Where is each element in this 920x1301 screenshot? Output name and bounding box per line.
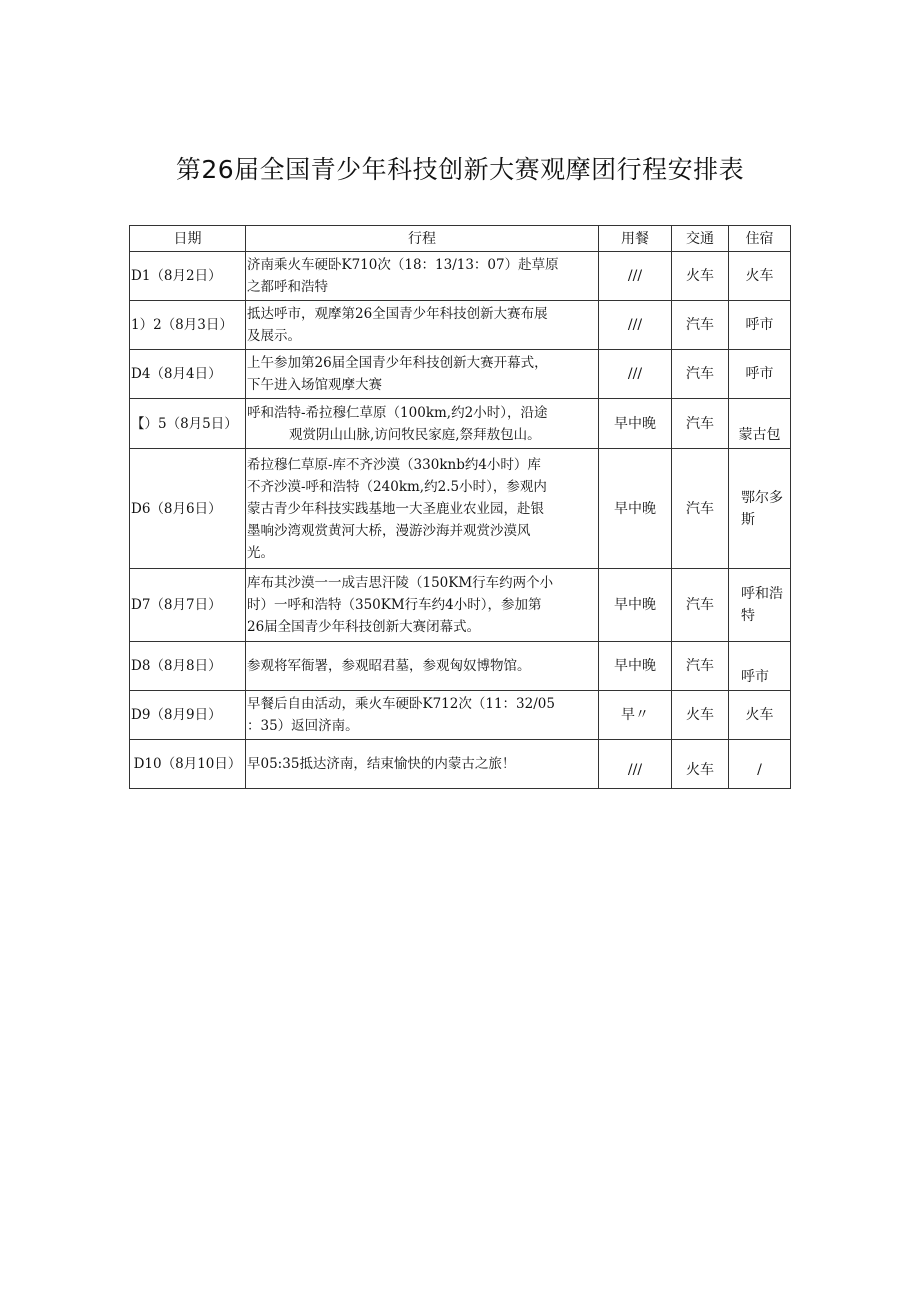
table-row xyxy=(130,691,791,740)
cell-transport xyxy=(672,740,729,789)
transport-value: 火车 xyxy=(686,762,714,778)
cell-date: 1）2（8月3日） xyxy=(130,301,246,350)
cell-transport: 汽车 xyxy=(672,569,729,642)
cell-itinerary xyxy=(246,350,599,399)
cell-meals: /// xyxy=(599,350,672,399)
table-row xyxy=(130,301,791,350)
cell-meals xyxy=(599,740,672,789)
cell-lodging: 呼市 xyxy=(729,642,791,691)
header-lodging: 住宿 xyxy=(729,226,791,252)
cell-lodging: 火车 xyxy=(729,252,791,301)
cell-transport: 汽车 xyxy=(672,350,729,399)
itinerary-line: 墨响沙湾观赏黄河大桥，漫游沙海并观赏沙漠风 xyxy=(247,522,531,539)
cell-meals: 早中晚 xyxy=(599,399,672,449)
itinerary-line: ：35）返回济南。 xyxy=(247,718,359,734)
table-row xyxy=(130,642,791,691)
table-row xyxy=(130,399,791,449)
cell-transport: 汽车 xyxy=(672,642,729,691)
cell-lodging: 呼市 xyxy=(729,350,791,399)
itinerary-line: 库布其沙漠一一成吉思汗陵（150KM行车约两个小 xyxy=(247,575,554,591)
cell-date: D10（8月10日） xyxy=(130,740,246,789)
itinerary-line: 26届全国青少年科技创新大赛闭幕式。 xyxy=(247,619,481,635)
cell-itinerary xyxy=(246,399,599,449)
cell-lodging: 火车 xyxy=(729,691,791,740)
cell-meals: 早中晚 xyxy=(599,642,672,691)
itinerary-line: 参观将军衙署，参观昭君墓，参观匈奴博物馆。 xyxy=(247,658,531,674)
lodging-value: / xyxy=(757,762,762,778)
itinerary-line: 下午进入场馆观摩大赛 xyxy=(247,377,382,393)
itinerary-line: 蒙古青少年科技实践基地一大圣鹿业农业园，赴银 xyxy=(247,500,544,517)
cell-lodging: 呼市 xyxy=(729,301,791,350)
cell-meals: 早〃 xyxy=(599,691,672,740)
header-date: 日期 xyxy=(130,226,246,252)
cell-lodging: 鄂尔多斯 xyxy=(729,449,791,569)
cell-transport: 火车 xyxy=(672,691,729,740)
itinerary-line: 不齐沙漠-呼和浩特（240km,约2.5小时），参观内 xyxy=(247,478,547,495)
page-title: 第26届全国青少年科技创新大赛观摩团行程安排表 xyxy=(175,155,745,184)
itinerary-line: 时）一呼和浩特（350KM行车约4小时），参加第 xyxy=(247,597,542,613)
itinerary-table xyxy=(129,225,791,789)
meal-value: /// xyxy=(627,762,643,778)
cell-meals: /// xyxy=(599,301,672,350)
header-transport: 交通 xyxy=(672,226,729,252)
itinerary-line: 观赏阴山山脉,访问牧民家庭,祭拜敖包山。 xyxy=(289,426,541,443)
cell-meals: 早中晚 xyxy=(599,449,672,569)
itinerary-line: 希拉穆仁草原-库不齐沙漠（330knb约4小时）库 xyxy=(247,456,541,473)
cell-date: D9（8月9日） xyxy=(130,691,246,740)
cell-date: D1（8月2日） xyxy=(130,252,246,301)
cell-itinerary xyxy=(246,569,599,642)
table-row xyxy=(130,569,791,642)
cell-itinerary xyxy=(246,449,599,569)
cell-date: D7（8月7日） xyxy=(130,569,246,642)
itinerary-line: 呼和浩特-希拉穆仁草原（100km,约2小时），沿途 xyxy=(247,404,548,421)
cell-itinerary xyxy=(246,252,599,301)
itinerary-line: 上午参加第26届全国青少年科技创新大赛开幕式， xyxy=(247,355,548,371)
cell-lodging xyxy=(729,740,791,789)
cell-transport: 汽车 xyxy=(672,399,729,449)
header-itinerary: 行程 xyxy=(246,226,599,252)
itinerary-line: 早05:35抵达济南，结束愉快的内蒙古之旅！ xyxy=(247,756,516,772)
cell-itinerary xyxy=(246,301,599,350)
cell-itinerary xyxy=(246,691,599,740)
table-row xyxy=(130,252,791,301)
cell-itinerary xyxy=(246,642,599,691)
cell-meals: 早中晚 xyxy=(599,569,672,642)
cell-transport: 汽车 xyxy=(672,449,729,569)
itinerary-line: 及展示。 xyxy=(247,328,301,344)
cell-transport: 火车 xyxy=(672,252,729,301)
cell-lodging: 蒙古包 xyxy=(729,399,791,449)
cell-transport: 汽车 xyxy=(672,301,729,350)
itinerary-line: 早餐后自由活动，乘火车硬卧K712次（11：32/05 xyxy=(247,696,555,712)
table-row xyxy=(130,350,791,399)
cell-lodging: 呼和浩特 xyxy=(729,569,791,642)
cell-date: D8（8月8日） xyxy=(130,642,246,691)
cell-itinerary xyxy=(246,740,599,789)
table-header-row xyxy=(130,226,791,252)
itinerary-line: 抵达呼市，观摩第26全国青少年科技创新大赛布展 xyxy=(247,306,548,322)
itinerary-line: 济南乘火车硬卧K710次（18：13/13：07）赴草原 xyxy=(247,257,559,273)
itinerary-line: 光。 xyxy=(247,544,274,561)
header-meals: 用餐 xyxy=(599,226,672,252)
table-row xyxy=(130,740,791,789)
cell-meals: /// xyxy=(599,252,672,301)
cell-date: D4（8月4日） xyxy=(130,350,246,399)
cell-date: 【）5（8月5日） xyxy=(130,399,246,449)
cell-date: D6（8月6日） xyxy=(130,449,246,569)
itinerary-line: 之都呼和浩特 xyxy=(247,279,328,295)
table-row xyxy=(130,449,791,569)
